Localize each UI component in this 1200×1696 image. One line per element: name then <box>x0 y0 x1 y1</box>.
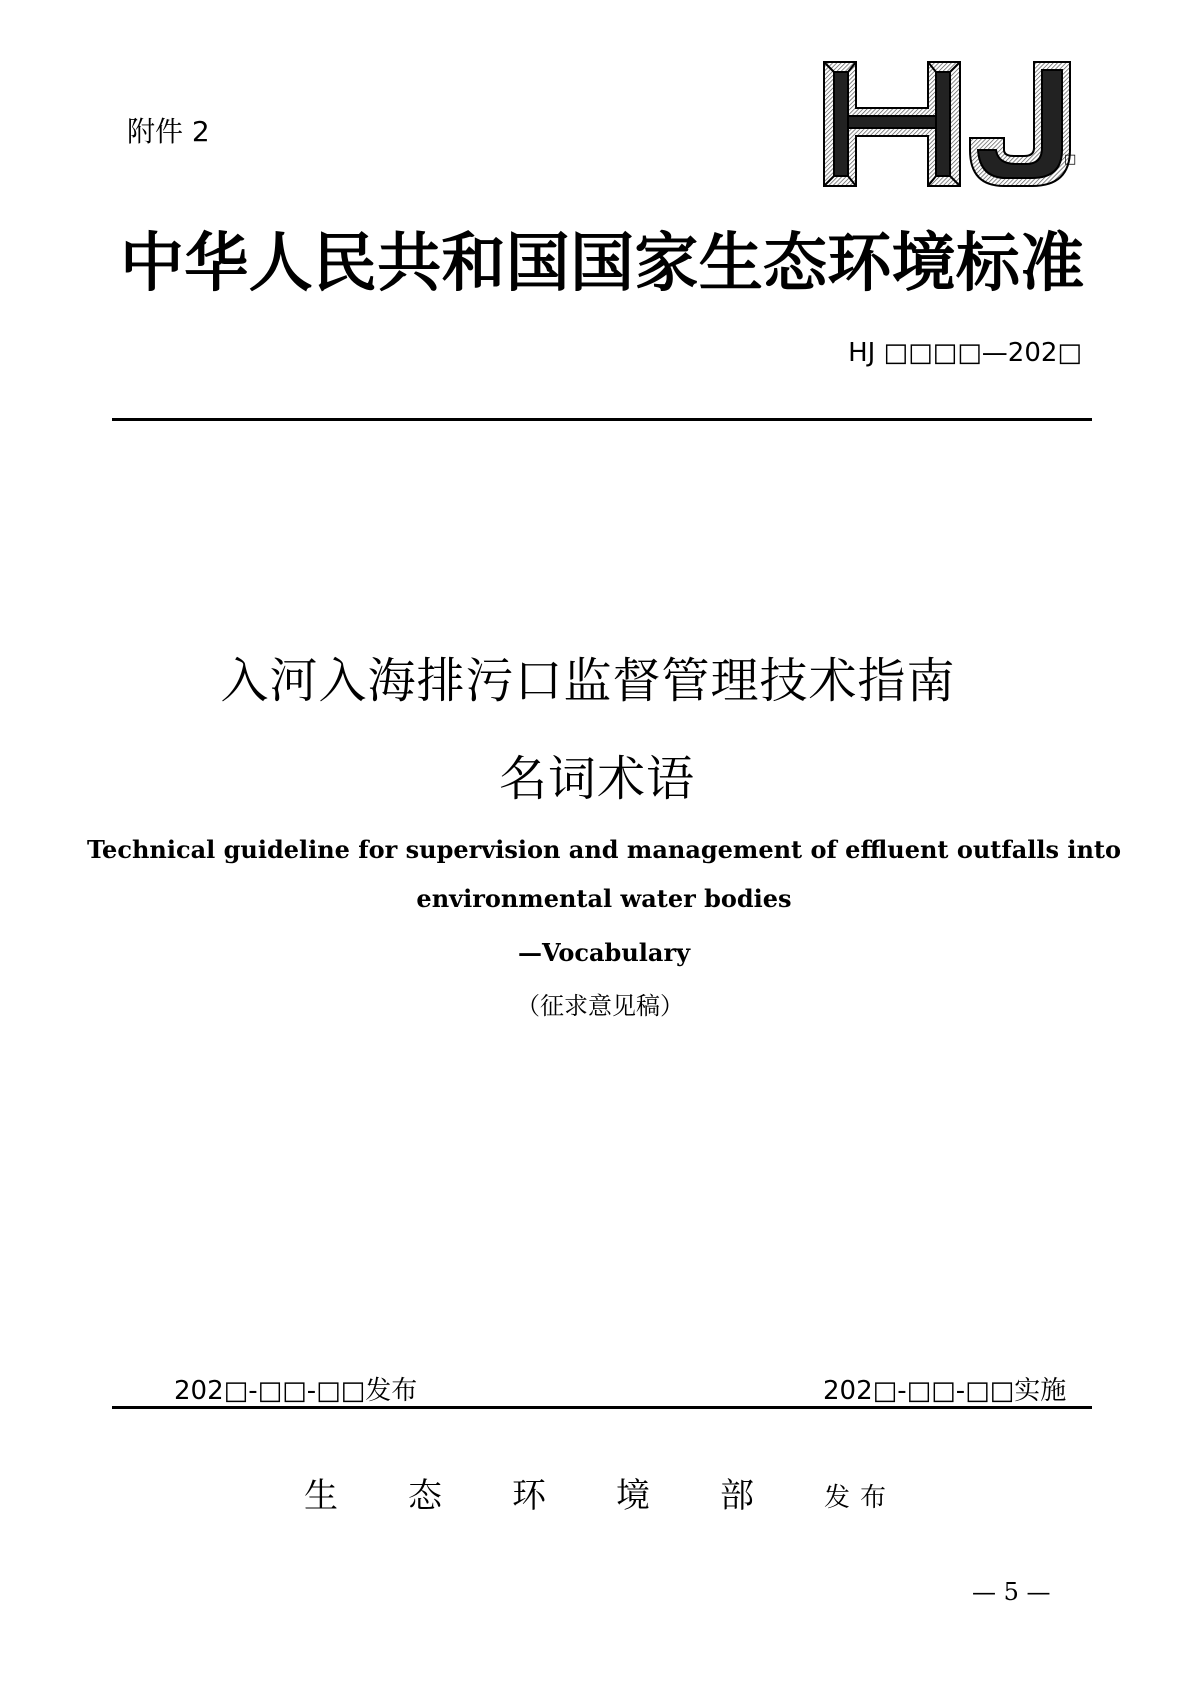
bottom-divider <box>112 1406 1092 1409</box>
draft-label: （征求意见稿） <box>516 992 684 1020</box>
hj-logo <box>820 58 1078 190</box>
english-title-line2: environmental water bodies <box>416 884 792 913</box>
standard-title: 中华人民共和国国家生态环境标准 <box>120 227 1085 301</box>
english-title-line3: —Vocabulary <box>517 938 691 967</box>
english-title-line1: Technical guideline for supervision and management of effluent outfalls into <box>86 835 1122 864</box>
page-number: — 5 — <box>972 1578 1051 1606</box>
chinese-title-line1: 入河入海排污口监督管理技术指南 <box>220 653 956 709</box>
effective-date: 202□-□□-□□实施 <box>823 1376 1067 1406</box>
publisher-suffix: 发布 <box>824 1483 897 1513</box>
logo-mark: □ <box>1064 152 1077 167</box>
annex-label: 附件 2 <box>127 115 210 148</box>
standard-number: HJ □□□□—202□ <box>848 338 1082 368</box>
issue-date: 202□-□□-□□发布 <box>174 1376 418 1406</box>
chinese-title-line2: 名词术语 <box>498 751 695 807</box>
publisher-name: 生态环境部 <box>304 1476 824 1516</box>
top-divider <box>112 418 1092 421</box>
